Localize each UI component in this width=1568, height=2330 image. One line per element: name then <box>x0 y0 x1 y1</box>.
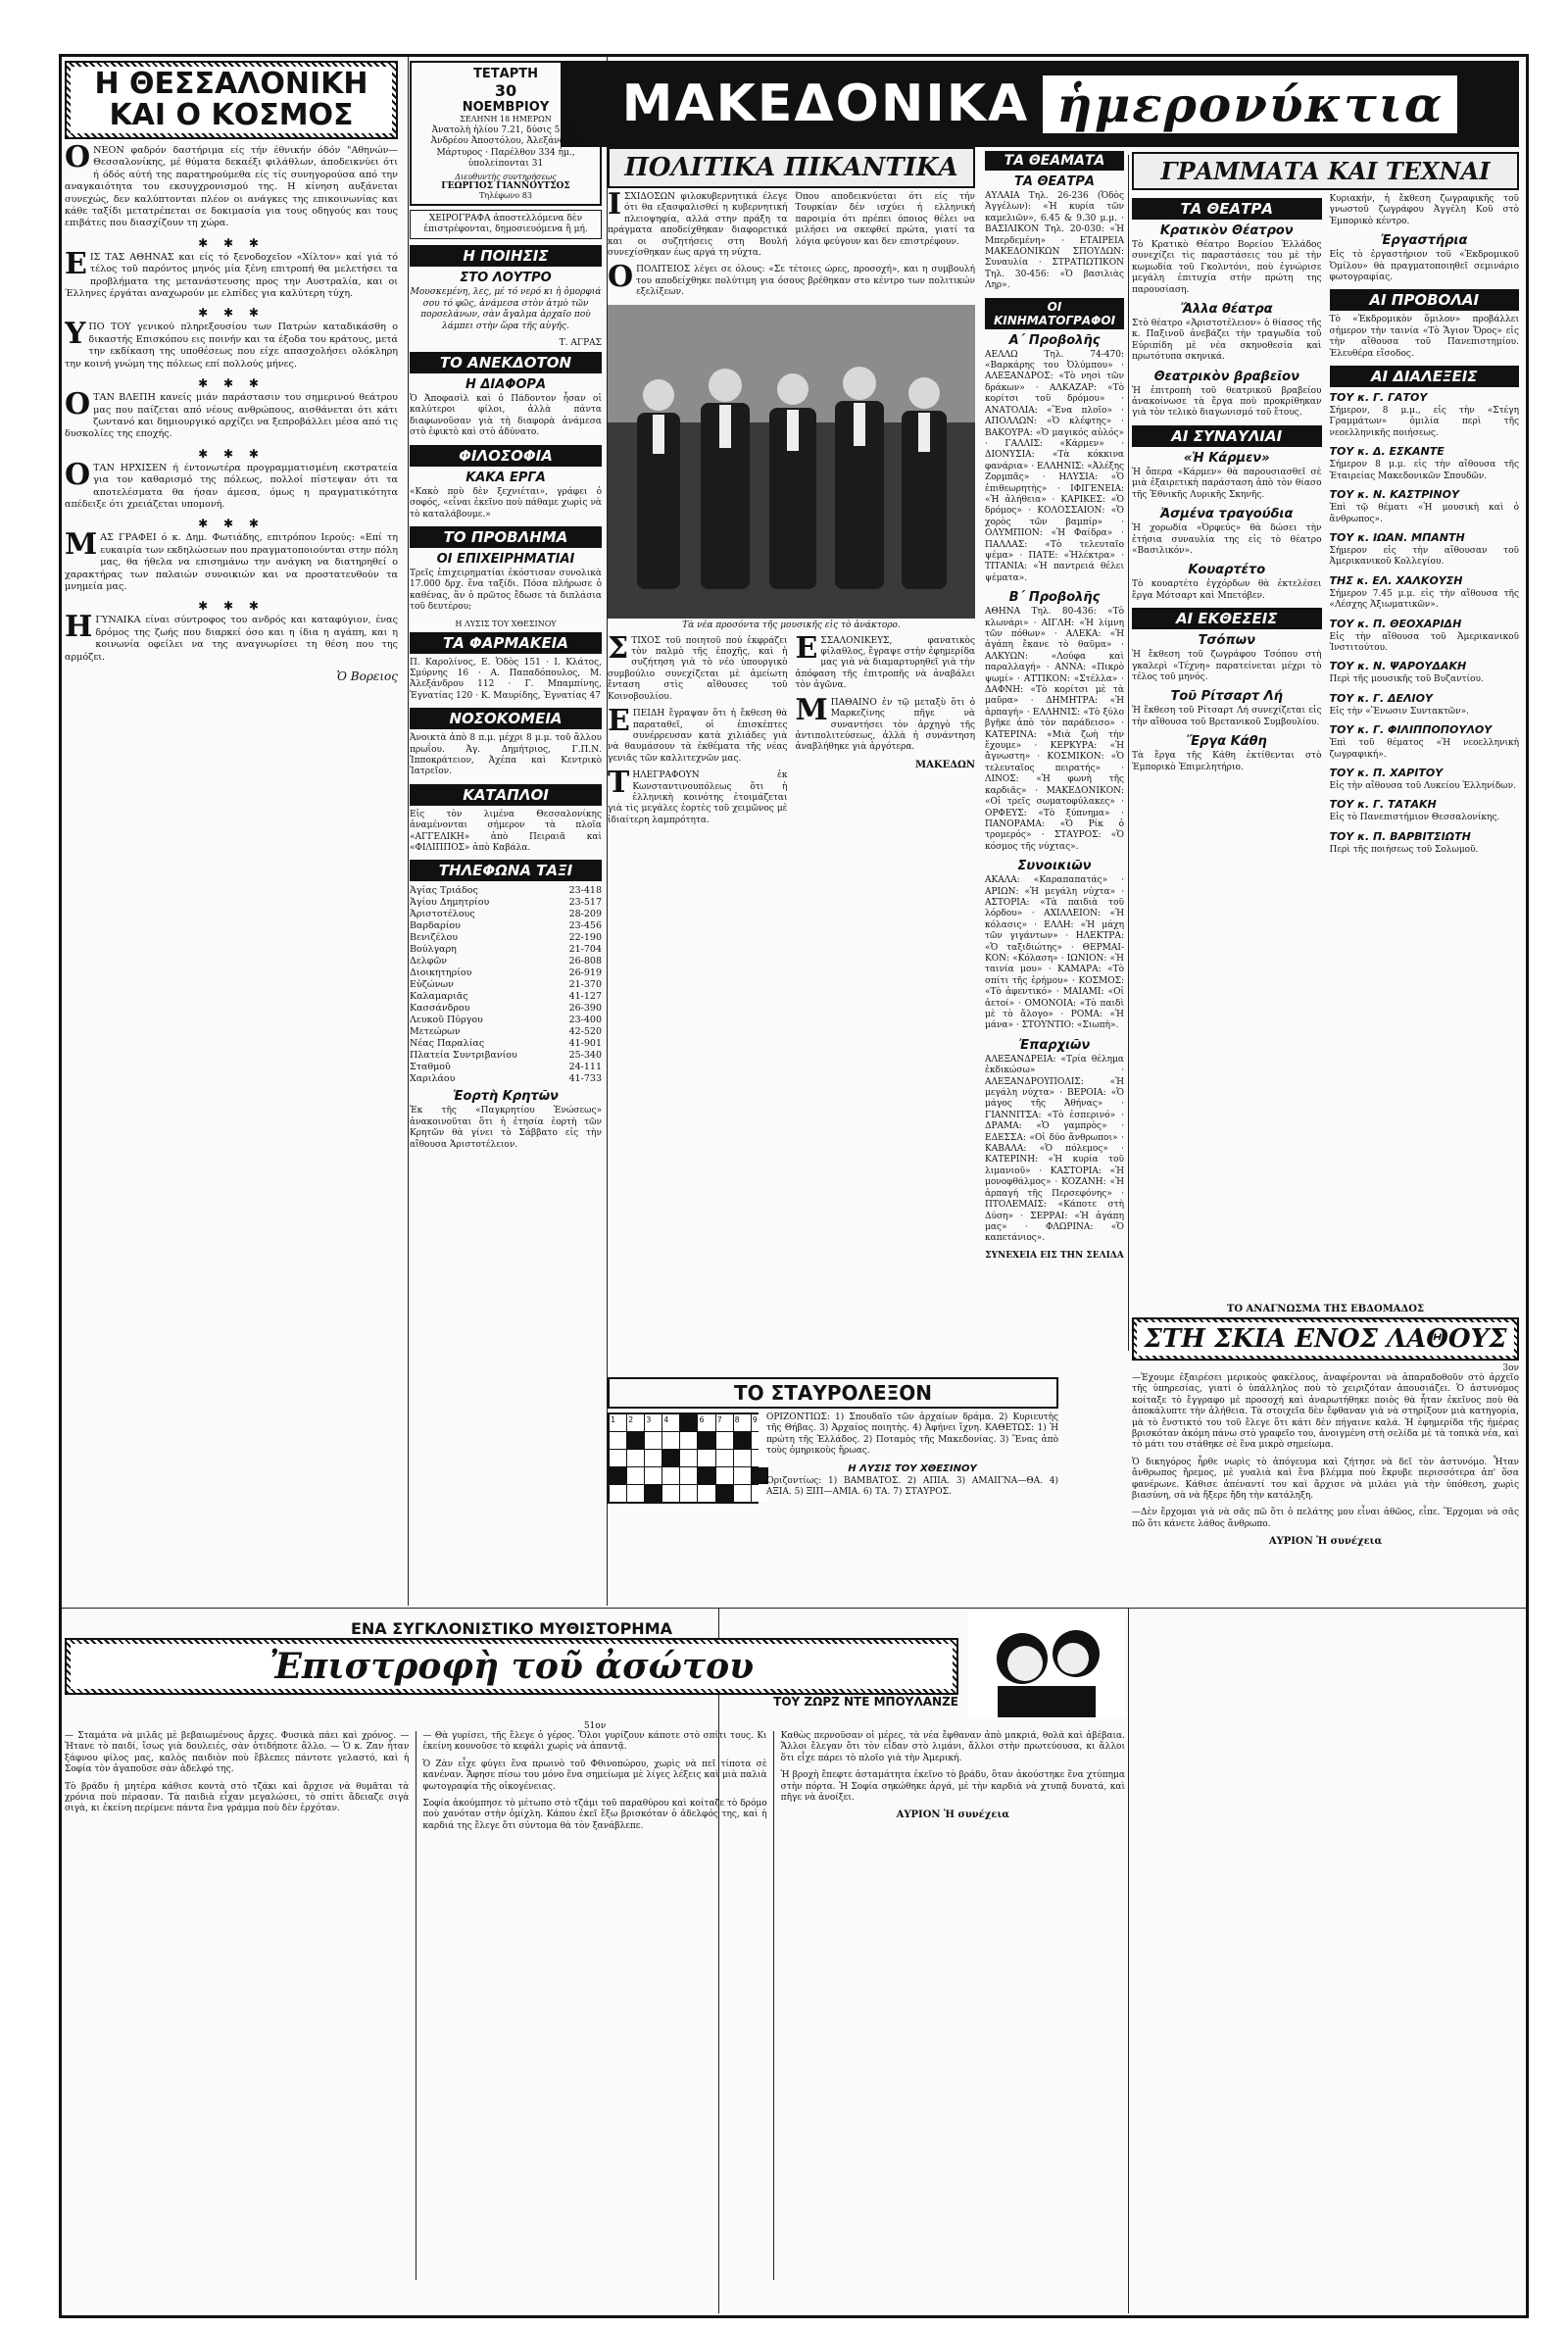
crossword-cell[interactable]: 2 <box>627 1414 644 1431</box>
taxi-stand-name: Ἁγίου Δημητρίου <box>410 897 490 909</box>
taxi-phone-number: 26-390 <box>568 1003 602 1015</box>
theater-prize-heading: Θεατρικὸν βραβεῖον <box>1153 369 1299 384</box>
crossword-block <box>734 1432 751 1449</box>
taxi-phone-number: 23-418 <box>568 885 602 897</box>
novel-title: Ἐπιστροφὴ τοῦ ἀσώτου <box>71 1644 953 1689</box>
serial-continued: ΑΥΡΙΟΝ Ἡ συνέχεια <box>1268 1536 1383 1548</box>
taxi-phone-number: 41-127 <box>568 991 602 1003</box>
ships-text: Εἰς τὸν λιμένα Θεσσαλονίκης ἀναμένονται σήμερον τὰ πλοῖα «ΑΓΓΕΛΙΚΗ» ἀπὸ Πειραιᾶ καὶ «ΦΙΛΙΠΠΟΣ» ἀπὸ Καβάλα. <box>410 809 602 853</box>
serial-kicker: ΤΟ ΑΝΑΓΝΩΣΜΑ ΤΗΣ ΕΒΔΟΜΑΔΟΣ <box>1226 1304 1425 1314</box>
column-rule <box>1128 155 1129 1351</box>
concerts-heading: ΑΙ ΣΥΝΑΥΛΙΑΙ <box>1132 425 1322 447</box>
lecturer-name: ΤΟΥ κ. Π. ΘΕΟΧΑΡΙΔΗ <box>1329 617 1462 630</box>
column-rule <box>1128 1608 1129 2313</box>
crossword-cell[interactable] <box>698 1485 714 1502</box>
crossword-cell[interactable] <box>716 1467 733 1484</box>
crossword-answer-heading: Η ΛΥΣΙΣ ΤΟΥ ΧΘΕΣΙΝΟΥ <box>848 1462 977 1474</box>
taxi-stand-name: Ἁγίας Τριάδος <box>410 885 478 897</box>
crossword-cell[interactable] <box>610 1485 626 1502</box>
crossword-cell[interactable] <box>734 1450 751 1466</box>
problem-subheading: ΟΙ ΕΠΙΧΕΙΡΗΜΑΤΙΑΙ <box>436 551 575 567</box>
philosophy-heading: ΦΙΛΟΣΟΦΙΑ <box>410 445 602 467</box>
neighborhood-listings: ΑΚΑΛΑ: «Καραπαπατάς» · ΑΡΙΩΝ: «Ἡ μεγάλη νύχτα» · ΑΣΤΟΡΙΑ: «Τὰ παιδιὰ τοῦ λόρδου» · ΑΧΙΛΛΕΙΟΝ: «Ἡ κόλασις» · ΕΛΛΗ: «Ἡ μάχη τῶν γιγάντων» · ΗΛΕΚΤΡΑ: «Ὁ ταξιδιώτης» · ΘΕΡΜΑΙ-ΚΟΝ: «Κόλαση» · ΙΩΝΙΟΝ: «Ἡ ταινία μου» · ΚΑΜΑΡΑ: «Τὸ σπίτι τῆς ἐρήμου» · ΚΟΣΜΟΣ: «Τὸ ἀφεντικό» · ΜΑΙΑΜΙ: «Οἱ ἀετοί» · ΟΜΟΝΟΙΑ: «Τὸ παιδὶ μὲ τὸ ἄλογο» · ΡΟΜΑ: «Ἡ μάνα» · ΣΤΟΥΝΤΙΟ: «Σιωπὴ». <box>985 875 1124 1031</box>
other-theaters-text: Στὸ θέατρο «Ἀριστοτέλειον» ὁ θίασος τῆς κ. Παξινοῦ ἀνεβάζει τὴν τραγωδία τοῦ Εὐριπίδη μὲ νέα σκηνοθεσία καὶ πρωτότυπα σκηνικά. <box>1132 319 1322 363</box>
lecture-text: Ἐπὶ τοῦ θέματος «Ἡ νεοελληνικὴ ζωγραφική». <box>1329 738 1519 760</box>
taxi-phone-number: 28-209 <box>568 909 602 920</box>
state-theater-text: Τὸ Κρατικὸ Θέατρο Βορείου Ἑλλάδος συνεχίζει τὶς παραστάσεις του μὲ τὴν κωμωδία τοῦ Γκολντόνι, ποὺ ἐγνώρισε μεγάλη ἐπιτυχία στὴν πρώτη της παρουσίαση. <box>1132 240 1322 295</box>
lecturer-name: ΤΟΥ κ. Ν. ΚΑΣΤΡΙΝΟΥ <box>1329 488 1459 502</box>
crossword-cell[interactable] <box>698 1450 714 1466</box>
feast-heading: Ἑορτὴ Κρητῶν <box>453 1089 559 1105</box>
ships-heading: ΚΑΤΑΠΛΟΙ <box>410 784 602 806</box>
other-theaters-heading: Ἄλλα θέατρα <box>1180 302 1273 318</box>
crossword-cell[interactable] <box>627 1467 644 1484</box>
taxi-phone-row <box>410 920 602 932</box>
separator: ✱ ✱ ✱ <box>198 517 265 531</box>
serial-headline-box <box>1132 1317 1519 1361</box>
taxi-stand-name: Διοικητηρίου <box>410 967 472 979</box>
novel-paragraph: — Θὰ γυρίσει, τῆς ἔλεγε ὁ γέρος. Ὅλοι γυρίζουν κάποτε στὸ σπίτι τους. Κι ἐκείνη κουνοῦσε τὸ κεφάλι χωρὶς νὰ ἀπαντᾷ. <box>422 1731 767 1753</box>
novel-paragraph: Ὁ Ζὰν εἶχε φύγει ἕνα πρωινὸ τοῦ Φθινοπώρου, χωρὶς νὰ πεῖ τίποτα σὲ κανέναν. Ἄφησε πίσω του μόνο ἕνα σημείωμα μὲ λίγες λέξεις καὶ μιὰ παλιὰ φωτογραφία τῆς οἰκογένειας. <box>422 1759 767 1792</box>
anecdote-text: Ὁ Ἀποφασὶλ καὶ ὁ Πάδοντον ἦσαν οἱ καλύτεροι φίλοι, ἀλλὰ πάντα διαφωνοῦσαν γιὰ τὴ διαφορὰ ἀνάμεσα στὸ ἐφικτὸ καὶ στὸ ἀδύνατο. <box>410 394 602 438</box>
philosophy-subheading: ΚΑΚΑ ΕΡΓΑ <box>466 470 546 485</box>
exhibit-heading: Ἔργα Κάθη <box>1186 734 1267 750</box>
crossword-block <box>610 1467 626 1484</box>
center-paragraph: ΕΠΕΙΔΗ ἔγραψαν ὅτι ἡ ἔκθεση θὰ παραταθεῖ, οἱ ἐπισκέπτες συνέρρευσαν κατὰ χιλιάδες γιὰ νὰ θαυμάσουν τὰ ἐκθέματα τῆς νέας γενιᾶς τῶν καλλιτεχνῶν μας. <box>608 704 788 764</box>
lecturer-name: ΤΗΣ κ. ΕΛ. ΧΑΛΚΟΥΣΗ <box>1329 573 1463 587</box>
crossword-cell[interactable]: 7 <box>716 1414 733 1431</box>
masthead <box>561 61 1519 147</box>
choir-text: Ἡ χορωδία «Ὀρφεύς» θὰ δώσει τὴν ἐτήσια συναυλία της εἰς τὸ θέατρο «Βασιλικόν». <box>1132 523 1322 556</box>
carmen-text: Ἡ ὄπερα «Κάρμεν» θὰ παρουσιασθεῖ σὲ μιὰ ἐξαιρετικὴ παράσταση ἀπὸ τὸν θίασο τῆς Ἐθνικῆς Λυρικῆς Σκηνῆς. <box>1132 467 1322 500</box>
crossword-cell[interactable] <box>734 1467 751 1484</box>
crossword-cell[interactable] <box>662 1467 679 1484</box>
first-run-subheading: Α΄ Προβολῆς <box>1008 332 1101 348</box>
taxi-stand-name: Καλαμαριᾶς <box>410 991 468 1003</box>
lecture-text: Σήμερον εἰς τὴν αἴθουσαν τοῦ Ἀμερικανικοῦ Κολλεγίου. <box>1329 545 1519 568</box>
taxi-phone-row <box>410 944 602 956</box>
poet-name: Τ. ΑΓΡΑΣ <box>559 338 602 349</box>
crossword-cell[interactable] <box>734 1485 751 1502</box>
column-rule <box>408 57 409 1606</box>
pharmacy-list: Π. Καρολίνος, Ε. Ὁδὸς 151 · Ι. Κλάτος, Σμύρνης 16 · Α. Παπαδόπουλος, Μ. Ἀλεξάνδρου 112 · Γ. Μπαμπίνης, Ἐγνατίας 120 · Κ. Μαυρίδης, Ἐγνατίας 47 <box>410 657 602 701</box>
author-signature: ΜΑΚΕΔΩΝ <box>915 759 975 770</box>
serial-installment: 3ον <box>1502 1363 1519 1373</box>
article-paragraph: ΗΓΥΝΑΙΚΑ είναι σύντροφος του ανδρός και καταφύγιον, ένας δρόμος της ζωής που διαρκεί όσο και η ίδια η αγάπη, και η κοινωνία οφείλει να της αναγνωρίσει τη θέση που της αρμόζει. <box>65 610 398 663</box>
taxi-phone-number: 26-919 <box>568 967 602 979</box>
separator: ✱ ✱ ✱ <box>198 306 265 321</box>
headline: Η ΘΕΣΣΑΛΟΝΙΚΗ ΚΑΙ Ο ΚΟΣΜΟΣ <box>71 67 392 133</box>
crossword-block <box>680 1414 697 1431</box>
exhibit-text: Ἡ ἔκθεση τοῦ ζωγράφου Τσόπου στὴ γκαλερὶ «Τέχνη» παρατείνεται μέχρι τὸ τέλος τοῦ μηνός. <box>1132 650 1322 682</box>
crossword-cell[interactable]: 4 <box>662 1414 679 1431</box>
second-run-subheading: Β΄ Προβολῆς <box>1008 590 1101 606</box>
crossword-cell[interactable] <box>645 1467 662 1484</box>
date-month: ΝΟΕΜΒΡΙΟΥ <box>462 100 550 115</box>
taxi-phone-number: 22-190 <box>568 932 602 944</box>
lecturer-name: ΤΟΥ κ. Γ. ΔΕΛΙΟΥ <box>1329 691 1433 705</box>
taxi-stand-name: Νέας Παραλίας <box>410 1038 485 1050</box>
philosophy-text: «Κακὸ ποὺ δὲν ξεχνιέται», γράφει ὁ σοφός, «εἶναι ἐκεῖνο ποὺ πάθαμε χωρὶς νὰ τὸ καταλάβουμε.» <box>410 486 602 520</box>
taxi-phone-row <box>410 967 602 979</box>
taxi-phone-number: 23-517 <box>568 897 602 909</box>
crossword-cell[interactable] <box>680 1485 697 1502</box>
taxi-phone-row <box>410 991 602 1003</box>
crossword-cell[interactable] <box>680 1467 697 1484</box>
quartet-heading: Κουαρτέτο <box>1188 563 1266 578</box>
taxi-stand-name: Δελφῶν <box>410 956 447 967</box>
anecdote-subheading: Η ΔΙΑΦΟΡΑ <box>465 377 547 393</box>
crossword-block <box>698 1432 714 1449</box>
taxi-phone-row <box>410 1026 602 1038</box>
lecturer-name: ΤΟΥ κ. Δ. ΕΣΚΑΝΤΕ <box>1329 445 1445 459</box>
taxi-phone-number: 24-111 <box>568 1062 602 1073</box>
lecturer-name: ΤΟΥ κ. Π. ΧΑΡΙΤΟΥ <box>1329 766 1444 779</box>
lecture-text: Περὶ τῆς ποιήσεως τοῦ Σολωμοῦ. <box>1329 844 1479 855</box>
taxi-stand-name: Βενιζέλου <box>410 932 458 944</box>
first-run-listings: ΑΕΛΛΩ Τηλ. 74-470: «Βαρκάρης του Ὀλύμπου» · ΑΛΕΞΑΝΔΡΟΣ: «Τὸ νησὶ τῶν δράκων» · ΑΛΚΑΖΑΡ: «Τὸ κορίτσι τοῦ δρόμου» · ΑΝΑΤΟΛΙΑ: «Ἕνα πλοῖο» · ΑΠΟΛΛΩΝ: «Ὁ κλέφτης» · ΒΑΚΟΥΡΑ: «Ὁ μαγικός αὐλός» · ΓΑΛΛΙΣ: «Κάρμεν» · ΔΙΟΝΥΣΙΑ: «Τὰ κόκκινα φανάρια» · ΕΛΛΗΝΙΣ: «Ἀλέξης Ζορμπᾶς» · ΗΛΥΣΙΑ: «Ὁ ἐπιθεωρητὴς» · ΙΦΙΓΕΝΕΙΑ: «Ἡ ἀλήθεια» · ΚΑΡΙΚΕΣ: «Ὁ δρόμος» · ΚΟΛΟΣΣΑΙΟΝ: «Ὁ χορὸς τῶν βαμπίρ» · ΟΛΥΜΠΙΟΝ: «Ἡ Φαίδρα» · ΠΑΛΛΑΣ: «Τὸ τελευταῖο ψέμα» · ΠΑΤΕ: «Ἠλέκτρα» · ΤΙΤΑΝΙΑ: «Ἡ παντρειά θέλει ψέματα». <box>985 349 1124 583</box>
provinces-subheading: Ἐπαρχιῶν <box>1018 1037 1091 1053</box>
lecturer-name: ΤΟΥ κ. Γ. ΤΑΤΑΚΗ <box>1329 798 1437 812</box>
lecture-text: Σήμερον 7.45 μ.μ. εἰς τὴν αἴθουσα τῆς «Λέσχης Ἀξιωματικῶν». <box>1329 588 1519 611</box>
novel-kicker: ΕΝΑ ΣΥΓΚΛΟΝΙΣΤΙΚΟ ΜΥΘΙΣΤΟΡΗΜΑ <box>350 1618 672 1638</box>
poem-text: Μουσκεμένη, λες, μέ τό νερό κι ἡ ὁμορφιά σου τό φῶς, ἀνάμεσα στὸν ἀτμὸ τῶν πορσελάνων, σὰν ἄγαλμα ἀρχαῖο ποὺ λάμπει στὴν ὥρα τῆς αὐγῆς. <box>410 287 602 331</box>
theater-prize-text: Ἡ ἐπιτροπὴ τοῦ θεατρικοῦ βραβείου ἀνακοίνωσε τὰ ἔργα ποὺ προκρίθηκαν γιὰ τὸν τελικὸ διαγωνισμό τοῦ ἔτους. <box>1132 385 1322 419</box>
lecturer-name: ΤΟΥ κ. Π. ΒΑΡΒΙΤΣΙΩΤΗ <box>1329 829 1471 843</box>
separator: ✱ ✱ ✱ <box>198 235 265 250</box>
taxi-phone-row <box>410 1003 602 1015</box>
novel-paragraph: Σοφία ἀκούμπησε τὸ μέτωπο στὸ τζάμι τοῦ παραθύρου καὶ κοίταζε τὸ δρόμο ποὺ χανόταν στὴν ὁμίχλη. Κάπου ἐκεῖ ἔξω βρισκόταν ὁ ἀδελφός της, καὶ ἡ καρδιά της ἔλεγε ὅτι σύντομα θὰ τὸν ξανάβλεπε. <box>422 1799 767 1831</box>
lecture-text: Περὶ τῆς μουσικῆς τοῦ Βυζαντίου. <box>1329 674 1484 685</box>
center-paragraph: ΕΣΣΑΛΟΝΙΚΕΥΣ, φανατικὸς φίλαθλος, ἔγραψε στὴν ἐφημερίδα μας γιὰ νὰ διαμαρτυρηθεῖ γιὰ τὴν ἀπόφαση τῆς ἐπιτροπῆς νὰ ἀναβάλει τὸν ἀγῶνα. <box>795 630 975 691</box>
masthead-title: ΜΑΚΕΔΟΝΙΚΑ <box>621 74 1030 133</box>
crossword-answer: Ὁριζοντίως: 1) ΒΑΜΒΑΤΟΣ. 2) ΑΠΙΑ. 3) ΑΜΑΙΓΝΑ—ΘΑ. 4) ΑΞΙΑ. 5) ΞΙΠ—ΑΜΙΑ. 6) ΤΑ. 7) ΣΤΑΥΡΟΣ. <box>766 1475 1058 1498</box>
choir-heading: Ἀσμένα τραγούδια <box>1160 507 1294 522</box>
serial-paragraph: —Δὲν ἔρχομαι γιὰ νὰ σᾶς πῶ ὅτι ὁ πελάτης μου εἶναι ἀθῶος, εἶπε. Ἔρχομαι νὰ σᾶς πῶ ὅτι κάνετε λάθος ἄνθρωπο. <box>1132 1508 1519 1529</box>
taxi-phone-row <box>410 979 602 991</box>
crossword-cell[interactable]: 6 <box>698 1414 714 1431</box>
date-number: 30 <box>494 81 517 100</box>
quartet-text: Τὸ κουαρτέτο ἐγχόρδων θὰ ἐκτελέσει ἔργα Μότσαρτ καὶ Μπετόβεν. <box>1132 579 1322 601</box>
provinces-listings: ΑΛΕΞΑΝΔΡΕΙΑ: «Τρία θέλημα ἐκδικώσω» · ΑΛΕΞΑΝΔΡΟΥΠΟΛΙΣ: «Ἡ μεγάλη νύχτα» · ΒΕΡΟΙΑ: «Ὁ μάγος τῆς Ἀθήνας» · ΓΙΑΝΝΙΤΣΑ: «Τὸ ἐσπερινό» · ΔΡΑΜΑ: «Ὁ γαμπρὸς» · ΕΔΕΣΣΑ: «Οἱ δύο ἄνθρωποι» · ΚΑΒΑΛΑ: «Ὁ πόλεμος» · ΚΑΤΕΡΙΝΗ: «Ἡ κυρία τοῦ λιμανιοῦ» · ΚΑΣΤΟΡΙΑ: «Ἡ μονοφθάλμος» · ΚΟΖΑΝΗ: «Ἡ ἀρπαγή τῆς Περσεφόνης» · ΠΤΟΛΕΜΑΙΣ: «Κάποτε στὴ Δύση» · ΣΕΡΡΑΙ: «Ἡ ἀγάπη μας» · ΦΛΩΡΙΝΑ: «Ὁ καπετάνιος». <box>985 1054 1124 1244</box>
crossword-cell[interactable]: 8 <box>734 1414 751 1431</box>
lecturer-name: ΤΟΥ κ. ΙΩΑΝ. ΜΠΑΝΤΗ <box>1329 530 1465 544</box>
taxi-phone-number: 42-520 <box>568 1026 602 1038</box>
novel-title-box <box>65 1638 958 1695</box>
novel-author: ΤΟΥ ΖΩΡΖ ΝΤΕ ΜΠΟΥΛΑΝΖΕ <box>773 1694 958 1709</box>
shows-column <box>985 147 1124 1549</box>
taxi-stand-name: Λευκοῦ Πύργου <box>410 1015 483 1026</box>
taxi-stand-name: Ἀριστοτέλους <box>410 909 475 920</box>
taxi-phone-number: 25-340 <box>568 1050 602 1062</box>
taxi-phone-number: 41-733 <box>568 1073 602 1085</box>
taxi-phone-list <box>410 885 602 1085</box>
taxi-phone-number: 23-400 <box>568 1015 602 1026</box>
taxi-stand-name: Εὐζώνων <box>410 979 454 991</box>
article-paragraph: ΟΤΑΝ ΗΡΧΙΣΕΝ ή έντονωτέρα προγραμματισμένη εκστρατεία για τον καθαρισμό της πόλεως, πολλοί πίστεψαν ότι τα αποτελέσματα θα ήσαν άμεσα, όμως η πραγματικότητα απέδειξε ότι χρειάζεται υπομονή. <box>65 457 398 510</box>
crossword-block <box>662 1450 679 1466</box>
arts-heading: ΓΡΑΜΜΑΤΑ ΚΑΙ ΤΕΧΝΑΙ <box>1132 152 1519 190</box>
crossword-cell[interactable]: 9 <box>752 1414 768 1431</box>
news-photo <box>608 305 975 619</box>
crossword-block <box>645 1485 662 1502</box>
exhibit-heading: Τοῦ Ρίτσαρτ Λή <box>1170 689 1283 705</box>
screenings-heading: ΑΙ ΠΡΟΒΟΛΑΙ <box>1330 289 1520 311</box>
separator: ✱ ✱ ✱ <box>198 599 265 614</box>
taxi-phone-row <box>410 1015 602 1026</box>
center-paragraph: ΣΤΙΧΟΣ τοῦ ποιητοῦ πού ἐκφράζει τὸν παλμὸ τῆς ἐποχῆς, καὶ ἡ συζήτηση γιὰ τὸ νέο ὑπουργικὸ συμβούλιο συνεχίζεται μὲ ἀμείωτη ἔνταση στὶς αἴθουσες τοῦ Κοινοβουλίου. <box>608 630 788 702</box>
center-column <box>608 147 975 1372</box>
article-paragraph: ΟΝΕΟΝ φαδρόν δαστήριμα είς τήν έθνικήν όδόν "Αθηνών—Θεσσαλονίκης, μέ θύματα δεκαέξι φιλάθλων, άποδεικνύει ότι ή όδός αύτή της παρατηρούμεθα είς τίς συνηγορούσα από την αναγκαιότητα του εκσυγχρονισμού της. Η κίνηση αυξάνεται συνεχώς, δεν καλύπτονται πλέον οι ανάγκες της επικοινωνίας και κάθε ταξίδι μετατρέπεται σε δοκιμασία για τους οδηγούς και τους επιβάτες που διασχίζουν τη χώρα. <box>65 140 398 229</box>
serial-paragraph: Ὁ δικηγόρος ἦρθε νωρὶς τὸ ἀπόγευμα καὶ ζήτησε νὰ δεῖ τὸν ἀστυνόμο. Ἦταν ἄνθρωπος ἤρεμος, μὲ γυαλιὰ καὶ ἕνα βλέμμα ποὺ ἔκρυβε περισσότερα ἀπ' ὅσα φανέρωνε. Κάθισε ἀπέναντί του καὶ ἄρχισε νὰ μιλάει γιὰ τὴν ὑπόθεση, χωρὶς βιασύνη, σὰ νὰ ἤξερε ἤδη τὴν κατάληξη. <box>1132 1457 1519 1502</box>
taxi-phone-number: 21-370 <box>568 979 602 991</box>
taxi-stand-name: Μετεώρων <box>410 1026 461 1038</box>
novel-continued: ΑΥΡΙΟΝ Ἡ συνέχεια <box>896 1809 1009 1821</box>
taxi-phone-row <box>410 1050 602 1062</box>
crossword-cell[interactable] <box>610 1432 626 1449</box>
taxi-stand-name: Σταθμοῦ <box>410 1062 451 1073</box>
saints-day: Ἀνατολὴ ἡλίου 7.21, δύσις 5.06 · Ἀνδρέου Ἀποστόλου, Ἀλεξάνδρου Μάρτυρος · Παρέλθον 334 ἡμ., ὑπολείπονται 31 <box>430 125 581 170</box>
carmen-heading: «Ἡ Κάρμεν» <box>1183 450 1270 466</box>
headline-box <box>65 61 398 139</box>
article-paragraph: ΟΤΑΝ ΒΛΕΠΗ κανείς μιάν παράστασιν του σημερινού θεάτρου μας που παίζεται από νέους ανθρώπους, αισθάνεται ότι κάτι ζωντανό και δημιουργικό αρχίζει να ξεπροβάλλει μέσα από τις δυσκολίες της εποχής. <box>65 387 398 440</box>
lecture-text: Εἰς τὴν «Ἕνωσιν Συντακτῶν». <box>1329 706 1469 717</box>
exhibit-heading: Τσόπων <box>1198 633 1255 649</box>
center-paragraph: Όπου αποδεικνύεται ότι είς τήν Τουρκίαν δέν ισχύει ή ελληνική παροιμία ότι πρέπει όποιος θέλει να μιλήσει να σκεφθεί πρώτα, γιατί τα λόγια φεύγουν και δεν επιστρέφουν. <box>795 192 975 247</box>
exhibit-text: Ἡ ἔκθεση τοῦ Ρίτσαρτ Λή συνεχίζεται εἰς τὴν αἴθουσα τοῦ Βρετανικοῦ Συμβουλίου. <box>1132 706 1322 727</box>
novel-installment: 51ον <box>583 1721 607 1731</box>
date-day: ΤΕΤΑΡΤΗ <box>473 67 538 81</box>
novel-paragraph: Καθὼς περνοῦσαν οἱ μέρες, τὰ νέα ἔφθαναν ἀπὸ μακριά, θολὰ καὶ ἀβέβαια. Ἄλλοι ἔλεγαν ὅτι τὸν εἶδαν στὸ λιμάνι, ἄλλοι στὴν πρωτεύουσα, κι ἄλλοι ὅτι εἶχε πάρει τὸ πλοῖο γιὰ τὴν Ἀμερική. <box>780 1731 1125 1763</box>
novel-paragraph: Τὸ βράδυ ἡ μητέρα κάθισε κοντὰ στὸ τζάκι καὶ ἄρχισε νὰ θυμᾶται τὰ χρόνια ποὺ πέρασαν. Τὰ παιδιὰ εἶχαν μεγαλώσει, τὸ σπίτι ἄδειαζε σιγὰ σιγὰ, κι ἐκείνη περίμενε πάντα ἕνα γράμμα ποὺ δὲν ἐρχόταν. <box>65 1781 410 1814</box>
lecture-text: Εἰς τὸ Πανεπιστήμιον Θεσσαλονίκης. <box>1329 813 1500 823</box>
taxi-phone-row <box>410 897 602 909</box>
serial-paragraph: —Ἐχουμε ἐξαιρέσει μερικοὺς φακέλους, ἀναφέρονται νὰ ἀπαραδοθοῦν στὸ ἀρχεῖο τῆς ὑπηρεσίας, γιατὶ ὁ ὑπάλληλος ποὺ τὸ χειριζόταν ἀπουσιάζει. Ὁ ἀστυνόμος κοίταξε τὸ ἔγγραφο μὲ προσοχή καὶ ἀναρωτήθηκε ποιὸς θὰ ἦταν ἐκεῖνος ποὺ θὰ ἀποκάλυπτε τὴν ἀλήθεια. Τὰ στοιχεῖα δὲν ἔφθαναν γιὰ νὰ στηρίξουν μιὰ κατηγορία, μὰ τὸ ἔνστικτό του τοῦ ἔλεγε ὅτι κάτι δὲν πήγαινε καλά. Ἡ ἐφημερίδα τῆς ἡμέρας βρισκόταν ἀκόμη πάνω στὸ γραφεῖο του, ἀνοιγμένη στὴ σελίδα μὲ τὰ τοπικὰ νέα, καὶ τὸ μάτι του στάθηκε σὲ ἕνα μικρὸ σημείωμα. <box>1132 1373 1519 1451</box>
exhibit-text: Τὰ ἔργα τῆς Κάθη ἐκτίθενται στὸ Ἐμπορικὸ Ἐπιμελητήριο. <box>1132 751 1322 772</box>
crossword-cell[interactable]: 3 <box>645 1414 662 1431</box>
left-column <box>65 61 398 1605</box>
crossword-block <box>627 1432 644 1449</box>
second-run-listings: ΑΘΗΝΑ Τηλ. 80-436: «Τὸ κλωνάρι» · ΑΙΓΛΗ: «Ἡ λίμνη τῶν πόθων» · ΑΛΕΚΑ: «Ἡ ἀγάπη ἔκανε τὸ θαῦμα» · ΑΛΚΥΩΝ: «Λούφα καὶ παραλλαγή» · ΑΝΝΑ: «Πικρὸ ψωμί» · ΑΤΤΙΚΟΝ: «Στέλλα» · ΔΑΦΝΗ: «Τὸ κορίτσι μὲ τὰ μαῦρα» · ΔΗΜΗΤΡΑ: «Ἡ ἀρπαγή» · ΕΛΛΗΝΙΣ: «Τὸ ξύλο βγῆκε ἀπὸ τὸν παράδεισο» · ΚΑΤΕΡΙΝΑ: «Μιὰ ζωὴ τὴν ἔχουμε» · ΚΕΡΚΥΡΑ: «Ἡ ἄγνωστη» · ΚΟΣΜΙΚΟΝ: «Ὁ τελευταῖος πειρατής» · ΛΙΝΟΣ: «Ἡ φωνὴ τῆς καρδιᾶς» · ΜΑΚΕΔΟΝΙΚΟΝ: «Οἱ τρεῖς σωματοφύλακες» · ΟΡΦΕΥΣ: «Τὸ ξύπνημα» · ΠΑΝΟΡΑΜΑ: «Ὁ Ρίκ ὁ τρομερός» · ΣΤΑΥΡΟΣ: «Ὁ κόσμος τῆς νύχτας». <box>985 607 1124 852</box>
hospital-text: Ἀνοικτὰ ἀπὸ 8 π.μ. μέχρι 8 μ.μ. τοῦ ἄλλου πρωΐου. Ἀγ. Δημήτριος, Γ.Π.Ν. Ἱπποκράτειον, Ἀχέπα καὶ Κεντρικὸ Ἰατρεῖον. <box>410 733 602 777</box>
arts-paragraph: Κυριακήν, ἡ ἔκθεση ζωγραφικῆς τοῦ γνωστοῦ ζωγράφου Ἀγγέλη Κοῦ στὸ Ἐμπορικὸ κέντρο. <box>1329 194 1519 226</box>
taxi-phone-row <box>410 909 602 920</box>
problem-answer-label: Η ΛΥΣΙΣ ΤΟΥ ΧΘΕΣΙΝΟΥ <box>455 619 557 628</box>
crossword-cell[interactable]: 1 <box>610 1414 626 1431</box>
lecture-text: Σήμερον, 8 μ.μ., εἰς τὴν «Στέγη Γραμμάτων» ὁμιλία περὶ τῆς νεοελληνικῆς ποιήσεως. <box>1329 406 1519 438</box>
taxi-phone-row <box>410 885 602 897</box>
crossword-block <box>698 1467 714 1484</box>
spicy-politics-heading: ΠΟΛΙΤΙΚΑ ΠΙΚΑΝΤΙΚΑ <box>608 147 975 188</box>
phone-number: Τηλέφωνο 83 <box>479 190 532 200</box>
crossword-cell[interactable] <box>662 1485 679 1502</box>
novel-illustration <box>968 1610 1125 1717</box>
more-lectures-list <box>1330 618 1520 857</box>
lecture-text: Εἰς τὴν αἴθουσα τοῦ Ἀμερικανικοῦ Ἰνστιτούτου. <box>1329 631 1519 653</box>
taxi-phone-row <box>410 956 602 967</box>
photo-illustration <box>608 305 975 619</box>
crossword-cell[interactable] <box>610 1450 626 1466</box>
director-label: Διευθυντὴς συντηρήσεως <box>455 172 557 181</box>
theaters-subheading: ΤΑ ΘΕΑΤΡΑ <box>1014 174 1095 189</box>
article-paragraph: ΕΙΣ ΤΑΣ ΑΘΗΝΑΣ και είς τό ξενοδοχεῖον «Χίλτον» καί γιά τό τέλος τοῦ παρόντος μηνός μία ξένη επιτροπή θα μελετήσει τα προβλήματα της μετανάστευσης προς την Αυστραλία, και οι Έλληνες έργάται αναχωρούν με ελπίδες για καλύτερη τύχη. <box>65 246 398 300</box>
serial-headline: ΣΤΗ ΣΚΙΑ ΕΝΟΣ ΛΑΘΟΥΣ <box>1137 1322 1514 1356</box>
photo-caption: Τὰ νέα προσόντα τῆς μουσικῆς εἰς τὸ ἀνάκτορο. <box>682 620 901 630</box>
poetry-subheading: ΣΤΟ ΛΟΥΤΡΟ <box>460 271 552 286</box>
crossword-cell[interactable] <box>627 1450 644 1466</box>
crossword-cell[interactable] <box>662 1432 679 1449</box>
separator: ✱ ✱ ✱ <box>198 376 265 391</box>
signature: Ὁ Βορειος <box>336 669 398 683</box>
separator: ✱ ✱ ✱ <box>198 446 265 461</box>
date-box <box>410 61 602 206</box>
arts-theaters-heading: ΤΑ ΘΕΑΤΡΑ <box>1132 198 1322 220</box>
lecture-text: Σήμερον 8 μ.μ. εἰς τὴν αἴθουσα τῆς Ἑταιρείας Μακεδονικῶν Σπουδῶν. <box>1329 460 1519 481</box>
taxi-phone-row <box>410 1073 602 1085</box>
crossword-cell[interactable] <box>680 1432 697 1449</box>
lecturer-name: ΤΟΥ κ. Γ. ΦΙΛΙΠΠΟΠΟΥΛΟΥ <box>1329 723 1493 737</box>
info-column <box>410 61 602 1605</box>
crossword-cell[interactable] <box>645 1450 662 1466</box>
center-paragraph: ΟΠΟΛΙΤΕΙΟΣ λέγει σε όλους: «Σε τέτοιες ώρες, προσοχή», και η συμβουλή του αποδείχθηκε πολύτιμη για όσους βρέθηκαν στο κέντρο των πολιτικών εξελίξεων. <box>608 260 975 298</box>
serial-story <box>1132 1304 1519 2308</box>
taxi-phone-number: 41-901 <box>568 1038 602 1050</box>
arts-section <box>1132 152 1519 1299</box>
anecdote-heading: ΤΟ ΑΝΕΚΔΟΤΟΝ <box>410 352 602 373</box>
article-paragraph: ΥΠΟ ΤΟΥ γενικού πληρεξουσίου των Πατρών καταδικάσθη ο δικαστής Επισκόπου εις ποινήν και τα έξοδα του κράτους, μετά την εκδίκαση της υποθέσεως που είχε απασχολήσει ολόκληρη την κοινή γνώμη της πόλεως επί πολλούς μήνες. <box>65 317 398 370</box>
theater-listings: ΑΥΛΑΙΑ Τηλ. 26-236 (Ὁδὸς Ἀγγέλων): «Ἡ κυρία τῶν καμελιῶν», 6.45 & 9.30 μ.μ. · ΒΑΣΙΛΙΚΟΝ Τηλ. 20-030: «Ἡ Μπερδεμένη» · ΕΤΑΙΡΕΙΑ ΜΑΚΕΔΟΝΙΚΩΝ ΣΠΟΥΔΩΝ: Συναυλία · ΣΤΡΑΤΙΩΤΙΚΟΝ Τηλ. 30-456: «Ὁ βασιλιὰς Ληρ». <box>985 191 1124 291</box>
taxi-phone-number: 26-808 <box>568 956 602 967</box>
state-theater-heading: Κρατικὸν Θέατρον <box>1159 223 1294 238</box>
taxi-phones-heading: ΤΗΛΕΦΩΝΑ ΤΑΞΙ <box>410 860 602 881</box>
shows-heading: ΤΑ ΘΕΑΜΑΤΑ <box>985 151 1124 171</box>
workshops-heading: Ἐργαστήρια <box>1381 233 1468 249</box>
taxi-stand-name: Χαριλάου <box>410 1073 456 1085</box>
crossword-cell[interactable] <box>627 1485 644 1502</box>
workshops-text: Εἰς τὸ ἐργαστήριον τοῦ «Ἐκδρομικοῦ Ὁμίλου» θὰ πραγματοποιηθεῖ σεμινάριο φωτογραφίας. <box>1329 250 1519 283</box>
center-paragraph: ΙΣΧΙΔΟΣΩΝ φιλοκυβερνητικά έλεγε ότι θα εξασφαλισθεί η κυβερνητική πλειοψηφία, αλλά στην πράξη τα πράγματα αποδείχθηκαν διαφορετικά και οι συζητήσεις στη Βουλή συνεχίσθηκαν έως αργά τη νύχτα. <box>608 187 788 259</box>
lecturer-name: ΤΟΥ κ. Ν. ΨΑΡΟΥΔΑΚΗ <box>1329 660 1467 673</box>
neighborhood-subheading: Συνοικιῶν <box>1017 859 1092 874</box>
novel-paragraph: Ἡ βροχὴ ἔπεφτε ἀσταμάτητα ἐκεῖνο τὸ βράδυ, ὅταν ἀκούστηκε ἕνα χτύπημα στὴν πόρτα. Ἡ Σοφία σηκώθηκε ἀργά, μὲ τὴν καρδιὰ νὰ χτυπᾷ δυνατά, καὶ πῆγε νὰ ἀνοίξει. <box>780 1770 1125 1804</box>
crossword-block <box>716 1485 733 1502</box>
continued-notice: ΣΥΝΕΧΕΙΑ ΕΙΣ ΤΗΝ ΣΕΛΙΔΑ <box>985 1250 1124 1261</box>
taxi-stand-name: Κασσάνδρου <box>410 1003 470 1015</box>
masthead-subtitle: ἡμερονύκτια <box>1043 75 1457 133</box>
taxi-phone-row <box>410 932 602 944</box>
center-paragraph: ΜΠΑΘΑΙΝΟ ἐν τῷ μεταξὺ ὅτι ὁ Μαρκεζίνης πῆγε νὰ συναντήσει τὸν ἀρχηγὸ τῆς ἀντιπολιτεύσεως, ἀλλὰ ἡ συνάντηση ἀναβλήθηκε γιὰ ἀργότερα. <box>795 692 975 753</box>
problem-text: Τρεῖς ἐπιχειρηματίαι ἐκόστισαν συνολικὰ 17.000 δρχ. ἕνα ταξίδι. Πόσα πλήρωσε ὁ καθένας, ἂν ὁ πρῶτος ἔδωσε τὰ διπλάσια τοῦ δευτέρου; <box>410 568 602 613</box>
center-paragraph: ΤΗΛΕΓΡΑΦΟΥΝ ἐκ Κωνσταντινουπόλεως ὅτι ἡ ἐλληνικὴ κοινότης ἑτοιμάζεται γιὰ τὶς μεγάλες ἑορτὲς τοῦ χειμῶνος μὲ ἰδιαίτερη λαμπρότητα. <box>608 766 788 825</box>
novel-section <box>65 1610 1125 2310</box>
crossword-heading: ΤΟ ΣΤΑΥΡΟΛΕΞΟΝ <box>608 1377 1058 1409</box>
pharmacy-heading: ΤΑ ΦΑΡΜΑΚΕΙΑ <box>410 632 602 654</box>
novel-paragraph: — Σταμάτα νὰ μιλᾶς μὲ βεβαιωμένους ἄρχες. Φυσικὰ πάει καὶ χρόνος. — Ἠτανε τὸ παιδί, ἴσως γιὰ δουλειές, σὰν ὁτιδήποτε ἄλλο. — Ὁ κ. Ζαν ἦταν ξάφνου φίλος μας, καλὸς παιδιὸν ποὺ ἔβλεπες πάντοτε γελαστό, καὶ ἡ Σοφία τὸν ἀγαποῦσε σὰν ἀδελφό της. <box>65 1731 410 1775</box>
taxi-stand-name: Βούλγαρη <box>410 944 457 956</box>
crossword-cell[interactable] <box>716 1450 733 1466</box>
hospital-heading: ΝΟΣΟΚΟΜΕΙΑ <box>410 708 602 729</box>
cinemas-heading: ΟΙ ΚΙΝΗΜΑΤΟΓΡΑΦΟΙ <box>985 298 1124 329</box>
taxi-phone-number: 21-704 <box>568 944 602 956</box>
lectures-heading: ΑΙ ΔΙΑΛΕΞΕΙΣ <box>1330 366 1520 387</box>
handwriting-note: ΧΕΙΡΟΓΡΑΦΑ ἀποστελλόμενα δὲν ἐπιστρέφονται, δημοσιευόμενα ἢ μή. <box>410 210 602 240</box>
problem-heading: ΤΟ ΠΡΟΒΛΗΜΑ <box>410 526 602 548</box>
feast-text: Ἐκ τῆς «Παγκρητίου Ἑνώσεως» ἀνακοινοῦται ὅτι ἡ ἐτησία ἑορτὴ τῶν Κρητῶν θὰ γίνει τὸ Σάββατο εἰς τὴν αἴθουσα Ἀριστοτέλειον. <box>410 1106 602 1150</box>
exhibits-heading: ΑΙ ΕΚΘΕΣΕΙΣ <box>1132 608 1322 629</box>
screenings-text: Τὸ «Ἐκδρομικὸν ὅμιλον» προβάλλει σήμερον τὴν ταινία «Τὸ Ἅγιον Ὄρος» εἰς τὴν αἴθουσα τοῦ Πανεπιστημίου. Ἐλευθέρα εἴσοδος. <box>1329 315 1519 359</box>
crossword-clues: ΟΡΙΖΟΝΤΙΩΣ: 1) Σπουδαῖο τῶν ἀρχαίων δράμα. 2) Κυριευτὴς τῆς Θήβας. 3) Ἀρχαίος ποιητὴς. 4) Ἀφήνει ἴχνη. ΚΑΘΕΤΩΣ: 1) Ἡ πρώτη τῆς Ἑλλάδος. 2) Ποταμὸς τῆς Μακεδονίας. 3) Ἕνας ἀπὸ τοὺς ὀμηρικοὺς ἥρωας. <box>766 1413 1058 1457</box>
lecture-text: Ἐπὶ τῷ θέματι «Ἡ μουσικὴ καὶ ὁ ἄνθρωπος». <box>1329 503 1519 524</box>
poetry-heading: Η ΠΟΙΗΣΙΣ <box>410 245 602 267</box>
crossword-cell[interactable] <box>645 1432 662 1449</box>
crossword-cell[interactable] <box>680 1450 697 1466</box>
taxi-stand-name: Βαρδαρίου <box>410 920 461 932</box>
taxi-phone-row <box>410 1038 602 1050</box>
lecture-text: Εἰς τὴν αἴθουσα τοῦ Λυκείου Ἑλληνίδων. <box>1329 780 1516 791</box>
crossword-grid <box>608 1413 759 1504</box>
crossword-cell[interactable] <box>716 1432 733 1449</box>
taxi-stand-name: Πλατεία Συντριβανίου <box>410 1050 517 1062</box>
taxi-phone-number: 23-456 <box>568 920 602 932</box>
lecturer-name: ΤΟΥ κ. Γ. ΓΑΤΟΥ <box>1329 391 1428 405</box>
lectures-list <box>1330 391 1520 611</box>
article-paragraph: ΜΑΣ ΓΡΑΦΕΙ ό κ. Δημ. Φωτιάδης, επιτρόπου Ιερούς: «Επί τη ευκαιρία των εκδηλώσεων που πραγματοποιούνται στην πόλη μας, θα ήθελα να επισημάνω την ανάγκη να διατηρηθεί ο χαρακτήρας των παλαιών συνοικιών και να προστατευθούν τα μνημεία μας. <box>65 527 398 592</box>
taxi-phone-row <box>410 1062 602 1073</box>
director-name: ΓΕΩΡΓΙΟΣ ΓΙΑΝΝΟΥΤΣΟΣ <box>441 180 570 191</box>
moon-phase: ΣΕΛΗΝΗ 18 ΗΜΕΡΩΝ <box>460 115 552 124</box>
